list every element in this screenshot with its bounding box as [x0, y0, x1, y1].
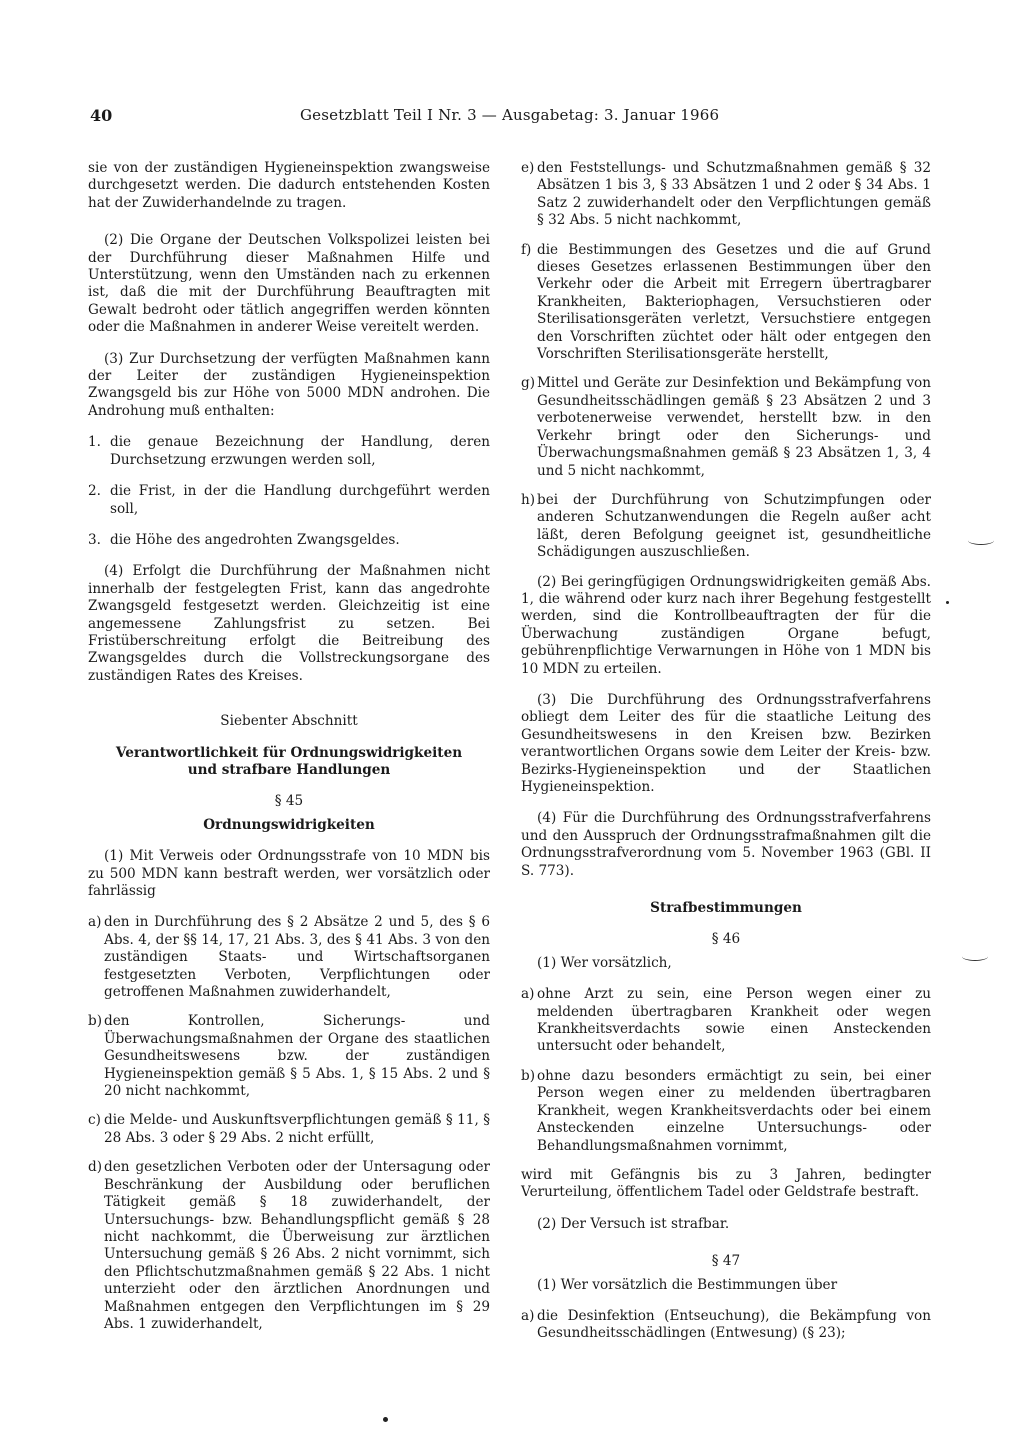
- list-marker: f): [521, 241, 532, 258]
- list-item-text: ohne Arzt zu sein, eine Person wegen einer zu meldenden übertragbaren Krankheit oder wegen Krankheitsverdachts sowie einen Ansteckenden untersucht oder behandelt,: [537, 986, 931, 1055]
- list-item: [521, 242, 931, 364]
- list-item-text: den in Durchführung des § 2 Absätze 2 und 5, des § 6 Abs. 4, der §§ 14, 17, 21 Abs. 3, des § 41 Abs. 3 von den zuständigen Staats- und Wirtschaftsorganen festgesetzten Verboten, Verpflichtungen oder getroffenen Maßnahmen zuwiderhandelt,: [104, 914, 490, 1001]
- section-title: und strafbare Handlungen: [187, 761, 391, 778]
- section-title: Verantwortlichkeit für Ordnungswidrigkeiten: [115, 744, 463, 761]
- paragraph: (1) Mit Verweis oder Ordnungsstrafe von 10 MDN bis zu 500 MDN kann bestraft werden, wer vorsätzlich oder fahrlässig: [88, 848, 490, 899]
- list-item-text: bei der Durchführung von Schutzimpfungen oder anderen Schutzanwendungen die Regeln außer acht läßt, deren Befolgung geeignet ist, gesundheitliche Schädigungen auszuschließen.: [537, 491, 931, 561]
- list-marker: e): [521, 160, 535, 176]
- list-marker: 1.: [88, 434, 101, 451]
- right-column: [521, 160, 931, 1355]
- page-header-title: Gesetzblatt Teil I Nr. 3 — Ausgabetag: 3. Januar 1966: [300, 106, 720, 124]
- list-item: [88, 1159, 490, 1333]
- list-item-text: den Feststellungs- und Schutzmaßnahmen gemäß § 32 Absätzen 1 bis 3, § 33 Absätzen 1 und 2 oder § 34 Abs. 1 Satz 2 zuwiderhandelt oder den Verpflichtungen gemäß § 32 Abs. 5 nicht nachkommt,: [537, 160, 931, 229]
- scan-dot: [383, 1417, 388, 1422]
- left-column: [88, 160, 490, 1345]
- list-item: [88, 434, 490, 469]
- page-number: 40: [90, 106, 113, 125]
- paragraph: (3) Zur Durchsetzung der verfügten Maßnahmen kann der Leiter der zuständigen Hygieneinspektion Zwangsgeld bis zur Höhe von 5000 MDN androhen. Die Androhung muß enthalten:: [88, 350, 490, 419]
- list-item: [521, 986, 931, 1056]
- list-item: [88, 483, 490, 518]
- paragraph: (3) Die Durchführung des Ordnungsstrafverfahrens obliegt dem Leiter des für die staatliche Leitung des Gesundheitswesens in den Kreisen bzw. Bezirken verantwortlichen Organs sowie dem Leiter der Kreis- bzw. Bezirks-Hygieneinspektion und der Staatlichen Hygieneinspektion.: [521, 691, 931, 795]
- list-item-text: den gesetzlichen Verboten oder der Untersagung oder Beschränkung der Ausbildung oder beruflichen Tätigkeit gemäß § 18 zuwiderhandelt, der Untersuchungs- bzw. Behandlungspflicht gemäß § 28 nicht nachkommt, die Überweisung zur ärztlichen Untersuchung gemäß § 26 Abs. 2 nicht vornimmt, sich den Pflichtschutzmaßnahmen gemäß § 22 Abs. 1 nicht unterzieht oder den ärztlichen Anordnungen und Maßnahmen entgegen den Verpflichtungen im § 29 Abs. 1 zuwiderhandelt,: [104, 1159, 490, 1332]
- paragraph-number: § 46: [711, 931, 741, 948]
- list-item: [88, 914, 490, 1001]
- paragraph: (1) Wer vorsätzlich,: [537, 954, 672, 971]
- list-item-text: die Bestimmungen des Gesetzes und die auf Grund dieses Gesetzes erlassenen Bestimmungen über den Verkehr oder die Arbeit mit Erregern übertragbarer Krankheiten, Bakteriophagen, Versuchstieren oder Sterilisationsgeräten verletzt, Versuchstiere entgegen den Vorschriften züchtet oder hält oder entgegen den Vorschriften Sterilisationsgeräte herstellt,: [537, 241, 931, 363]
- list-marker: 3.: [88, 531, 101, 548]
- list-item-text: den Kontrollen, Sicherungs- und Überwachungsmaßnahmen der Organe des staatlichen Gesundheitswesens bzw. der zuständigen Hygieneinspektion gemäß § 5 Abs. 1, § 15 Abs. 2 und § 20 nicht nachkommt,: [104, 1013, 490, 1100]
- list-item: [521, 1068, 931, 1155]
- paragraph: (2) Der Versuch ist strafbar.: [537, 1215, 730, 1232]
- list-item: [88, 532, 490, 549]
- paragraph: (1) Wer vorsätzlich die Bestimmungen über: [537, 1276, 838, 1293]
- list-marker: c): [88, 1112, 101, 1129]
- scan-dot: [946, 601, 949, 604]
- paragraph-number: § 45: [274, 793, 304, 810]
- list-item: [88, 1112, 490, 1147]
- list-marker: a): [88, 914, 102, 931]
- list-marker: 2.: [88, 483, 101, 500]
- paragraph: (2) Bei geringfügigen Ordnungswidrigkeiten gemäß Abs. 1, die während oder kurz nach ihrer Begehung festgestellt werden, sind die Kontrollbeauftragten der für die Überwachung zuständigen Organe befugt, gebührenpflichtige Verwarnungen in Höhe von 1 MDN bis 10 MDN zu erteilen.: [521, 573, 931, 677]
- list-item: [521, 375, 931, 479]
- paragraph-title: Ordnungswidrigkeiten: [203, 816, 375, 833]
- paragraph: (2) Die Organe der Deutschen Volkspolizei leisten bei der Durchführung dieser Maßnahmen Hilfe und Unterstützung, wenn den Umständen nach zu erkennen ist, daß die mit der Durchführung Beauftragten mit Gewalt bedroht oder tätlich angegriffen werden könnten oder die Maßnahmen in anderer Weise vereitelt werden.: [88, 232, 490, 336]
- section-label: Siebenter Abschnitt: [220, 713, 358, 730]
- paragraph: (4) Erfolgt die Durchführung der Maßnahmen nicht innerhalb der festgelegten Frist, kann das angedrohte Zwangsgeld festgesetzt werden. Gleichzeitig ist eine angemessene Zahlungsfrist zu setzen. Bei Fristüberschreitung erfolgt die Beitreibung des Zwangsgeldes durch die Vollstreckungsorgane des zuständigen Rates des Kreises.: [88, 563, 490, 684]
- list-item-text: die Melde- und Auskunftsverpflichtungen gemäß § 11, § 28 Abs. 3 oder § 29 Abs. 2 nicht erfüllt,: [104, 1112, 490, 1146]
- paragraph: (4) Für die Durchführung des Ordnungsstrafverfahrens und den Ausspruch der Ordnungsstrafmaßnahmen gilt die Ordnungsstrafverordnung vom 5. November 1963 (GBl. II S. 773).: [521, 810, 931, 879]
- list-marker: a): [521, 986, 535, 1003]
- margin-mark: [962, 952, 988, 961]
- list-item: [521, 160, 931, 230]
- list-item-text: die genaue Bezeichnung der Handlung, deren Durchsetzung erzwungen werden soll,: [110, 434, 490, 468]
- paragraph-number: § 47: [711, 1253, 741, 1270]
- list-item-text: Mittel und Geräte zur Desinfektion und Bekämpfung von Gesundheitsschädlingen gemäß § 23 Absätzen 2 und 3 verbotenerweise verwendet, herstellt bzw. in den Verkehr bringt oder den Sicherungs- und Überwachungsmaßnahmen gemäß § 23 Absätzen 1, 3, 4 und 5 nicht nachkommt,: [537, 375, 931, 479]
- list-item: [521, 1308, 931, 1343]
- paragraph: sie von der zuständigen Hygieneinspektion zwangsweise durchgesetzt werden. Die dadurch entstehenden Kosten hat der Zuwiderhandelnde zu tragen.: [88, 160, 490, 211]
- list-item-text: die Frist, in der die Handlung durchgeführt werden soll,: [110, 483, 490, 517]
- paragraph: wird mit Gefängnis bis zu 3 Jahren, bedingter Verurteilung, öffentlichem Tadel oder Geldstrafe bestraft.: [521, 1166, 931, 1201]
- section-title: Strafbestimmungen: [650, 900, 802, 917]
- list-item: [521, 492, 931, 562]
- list-marker: b): [88, 1013, 103, 1030]
- list-marker: h): [521, 491, 536, 508]
- margin-mark: [968, 536, 994, 545]
- list-marker: d): [88, 1159, 103, 1176]
- list-item-text: ohne dazu besonders ermächtigt zu sein, bei einer Person wegen einer zu meldenden übertragbaren Krankheit, wegen Krankheitsverdachts oder bei einem Ansteckenden einzelne Untersuchungs- oder Behandlungsmaßnahmen vornimmt,: [537, 1067, 931, 1154]
- list-item-text: die Höhe des angedrohten Zwangsgeldes.: [110, 531, 400, 548]
- list-item-text: die Desinfektion (Entseuchung), die Bekämpfung von Gesundheitsschädlingen (Entwesung) (§ 23);: [537, 1307, 931, 1342]
- list-item: [88, 1013, 490, 1100]
- list-marker: g): [521, 375, 536, 392]
- list-marker: a): [521, 1307, 535, 1324]
- list-marker: b): [521, 1067, 536, 1084]
